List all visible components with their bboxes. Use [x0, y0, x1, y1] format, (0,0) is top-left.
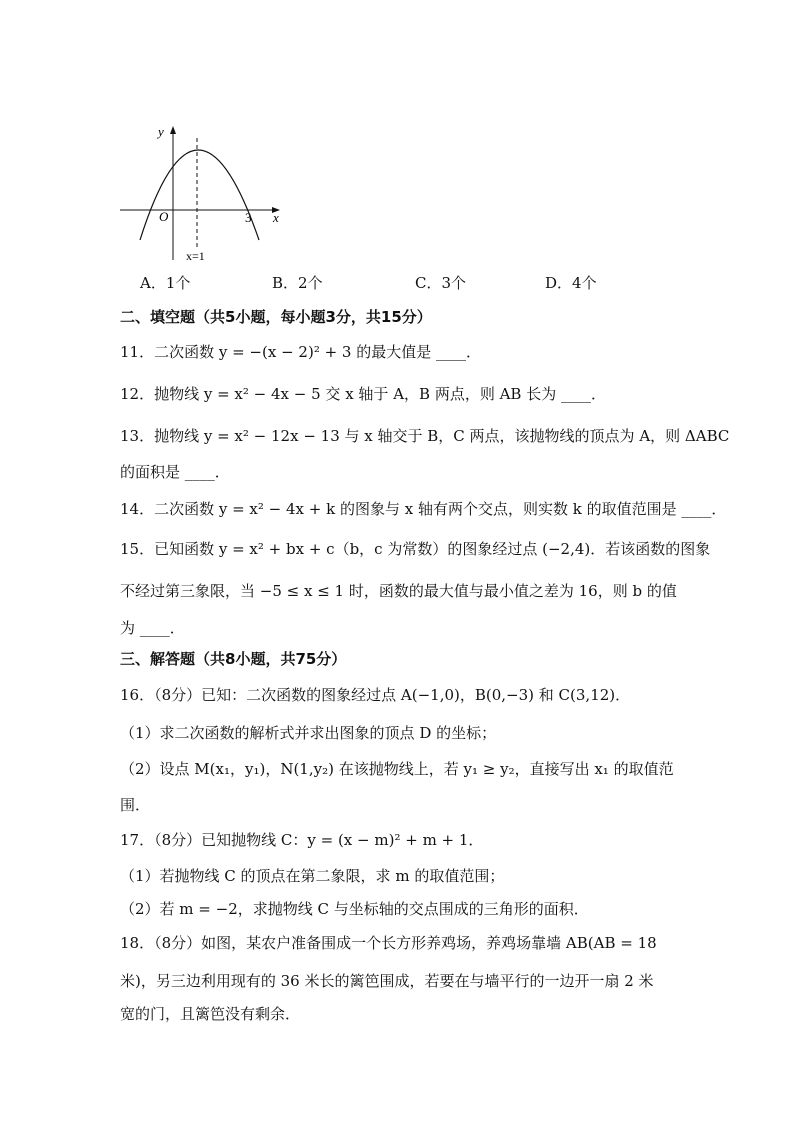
- question-14: 14．二次函数 y = x² − 4x + k 的图象与 x 轴有两个交点，则实数 k 的取值范围是 ____．: [120, 500, 727, 518]
- symmetry-line-label: x=1: [186, 249, 205, 263]
- question-17-part1: （1）若抛物线 C 的顶点在第二象限，求 m 的取值范围；: [120, 867, 505, 885]
- question-16-part2-line1: （2）设点 M(x₁，y₁)，N(1,y₂) 在该抛物线上，若 y₁ ≥ y₂，直接写出 x₁ 的取值范: [120, 760, 674, 778]
- question-17: 17．（8分）已知抛物线 C：y = (x − m)² + m + 1．: [120, 831, 484, 849]
- question-11: 11．二次函数 y = −(x − 2)² + 3 的最大值是 ____．: [120, 343, 482, 361]
- option-c: C．3个: [415, 274, 467, 292]
- option-b: B．2个: [272, 274, 323, 292]
- question-18-line2: 米)，另三边利用现有的 36 米长的篱笆围成，若要在与墙平行的一边开一扇 2 米: [120, 972, 654, 990]
- question-18-line1: 18．（8分）如图，某农户准备围成一个长方形养鸡场，养鸡场靠墙 AB(AB = 18: [120, 934, 657, 952]
- question-13-line1: 13．抛物线 y = x² − 12x − 13 与 x 轴交于 B，C 两点，该抛物线的顶点为 A，则 ΔABC: [120, 427, 730, 445]
- origin-label: O: [159, 209, 169, 224]
- section-2-title: 二、填空题（共5小题，每小题3分，共15分）: [120, 308, 432, 326]
- question-13-line2: 的面积是 ____．: [120, 463, 230, 481]
- option-a: A．1个: [140, 274, 191, 292]
- question-16-part2-line2: 围．: [120, 796, 151, 814]
- question-15-line3: 为 ____．: [120, 619, 185, 637]
- y-axis-label: y: [158, 124, 164, 139]
- question-16: 16．（8分）已知：二次函数的图象经过点 A(−1,0)，B(0,−3) 和 C(3,12)．: [120, 686, 631, 704]
- option-d: D．4个: [545, 274, 597, 292]
- answer-options: [140, 272, 700, 294]
- question-15-line2: 不经过第三象限，当 −5 ≤ x ≤ 1 时，函数的最大值与最小值之差为 16，则 b 的值: [120, 582, 677, 600]
- section-3-title: 三、解答题（共8小题，共75分）: [120, 650, 347, 668]
- parabola-curve: [140, 150, 259, 240]
- y-axis-arrow: [170, 126, 176, 134]
- question-18-line3: 宽的门，且篱笆没有剩余．: [120, 1005, 301, 1023]
- question-12: 12．抛物线 y = x² − 4x − 5 交 x 轴于 A，B 两点，则 AB 长为 ____．: [120, 385, 606, 403]
- tick-3-label: 3: [245, 210, 252, 225]
- x-axis-label: x: [273, 210, 279, 225]
- question-16-part1: （1）求二次函数的解析式并求出图象的顶点 D 的坐标；: [120, 724, 497, 742]
- question-17-part2: （2）若 m = −2，求抛物线 C 与坐标轴的交点围成的三角形的面积．: [120, 900, 589, 918]
- question-15-line1: 15．已知函数 y = x² + bx + c（b，c 为常数）的图象经过点 (−2,4)．若该函数的图象: [120, 540, 711, 558]
- parabola-figure: [118, 120, 288, 270]
